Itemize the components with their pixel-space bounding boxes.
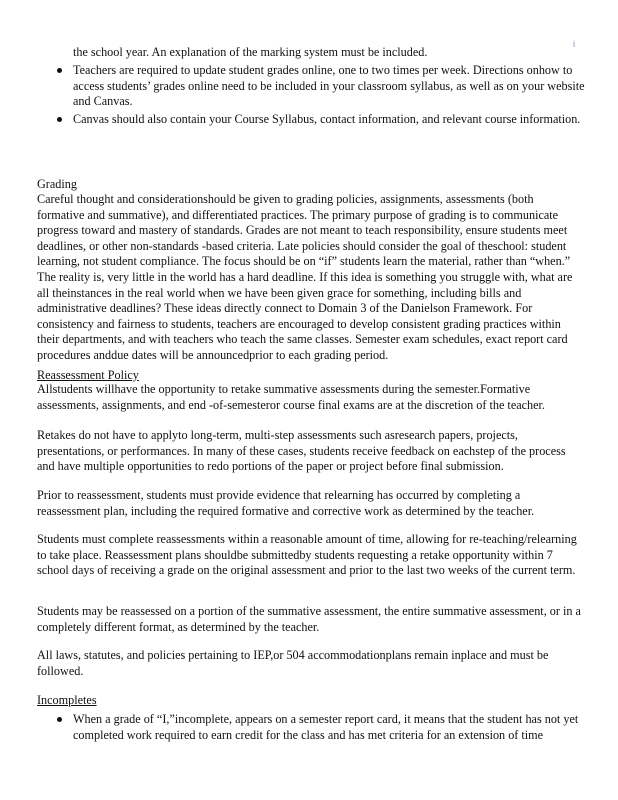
intro-continuation: the school year. An explanation of the marking system must be included.: [73, 45, 428, 59]
incompletes-bullet-list: [37, 712, 587, 745]
bullet-icon: [57, 117, 62, 122]
top-bullet-list: [37, 63, 587, 129]
list-item: [37, 63, 587, 110]
reassessment-paragraph: All laws, statutes, and policies pertaining to IEP,or 504 accommodationplans remain inplace and must be followed.: [37, 648, 549, 678]
bullet-text: When a grade of “I,”incomplete, appears on a semester report card, it means that the student has not yet completed work required to earn credit for the class and has met criteria for an extension of time: [73, 712, 579, 742]
reassessment-paragraph: Students must complete reassessments within a reasonable amount of time, allowing for re-teaching/relearning to take place. Reassessment plans shouldbe submittedby students requesting a retake opportunity within 7 school days of receiving a grade on the original assessment and prior to the last two weeks of the current term.: [37, 532, 577, 578]
reassessment-paragraph: Allstudents willhave the opportunity to retake summative assessments during the semester.Formative assessments, assignments, and end -of-semesteror course final exams are at the discretion of the teacher.: [37, 382, 545, 412]
reassessment-paragraph: Prior to reassessment, students must provide evidence that relearning has occurred by completing a reassessment plan, including the required formative and corrective work as determined by the teacher.: [37, 488, 535, 518]
bullet-icon: [57, 68, 62, 73]
grading-heading: Grading: [37, 177, 77, 191]
reassessment-paragraph: Students may be reassessed on a portion of the summative assessment, the entire summative assessment, or in a completely different format, as determined by the teacher.: [37, 604, 581, 634]
reassessment-heading: Reassessment Policy: [37, 368, 139, 382]
bullet-icon: [57, 717, 62, 722]
bullet-text: Canvas should also contain your Course Syllabus, contact information, and relevant course information.: [73, 111, 581, 126]
list-item: [37, 112, 587, 128]
reassessment-paragraph: Retakes do not have to applyto long-term, multi-step assessments such asresearch papers, projects, presentations, or performances. In many of these cases, students receive feedback on eachstep of the process and have multiple opportunities to redo portions of the paper or project before final submission.: [37, 428, 566, 474]
grading-body: Careful thought and considerationshould be given to grading policies, assignments, assessments (both formative and summative), and differentiated practices. The primary purpose of grading is to communicate progress toward and mastery of standards. Grades are not meant to teach responsibility, ensure students meet deadlines, or other non-standards -based criteria. Late policies should consider the goal of theschool: student learning, not student compliance. The focus should be on “if” students learn the material, rather than “when.” The reality is, very little in the world has a hard deadline. If this idea is something you struggle with, what are all theinstances in the real world when we have been given grace for something, including bills and administrative deadlines? These ideas directly connect to Domain 3 of the Danielson Framework. For consistency and fairness to students, teachers are encouraged to develop consistent grading practices within their departments, and with teachers who teach the same classes. Semester exam schedules, exact report card procedures anddue dates will be announcedprior to each grading period.: [37, 192, 573, 362]
list-item: [37, 712, 587, 743]
incompletes-heading: Incompletes: [37, 693, 97, 707]
page-marker: i: [573, 39, 575, 49]
bullet-text: Teachers are required to update student grades online, one to two times per week. Directions onhow to access students’ grades online need to be included in your classroom syllabus, as well as on your website and Canvas.: [73, 63, 585, 109]
